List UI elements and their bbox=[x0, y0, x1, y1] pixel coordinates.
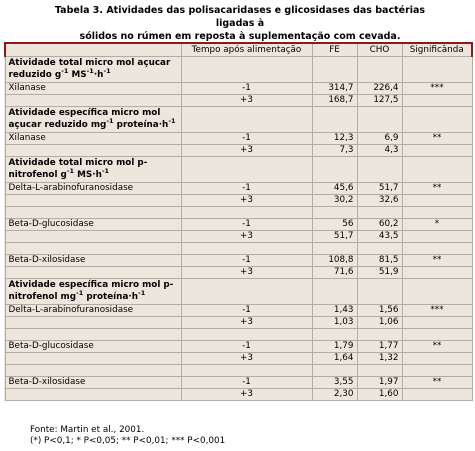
enzyme-name: Delta-L-arabinofuranosidase bbox=[5, 305, 181, 317]
fe-value: 1,64 bbox=[312, 353, 357, 365]
table-row bbox=[5, 389, 472, 401]
table-row bbox=[5, 83, 472, 95]
section-title-sup: -1 bbox=[101, 166, 110, 175]
time-value: -1 bbox=[181, 305, 312, 317]
section-title-sup: -1 bbox=[61, 66, 69, 75]
cho-value: 1,06 bbox=[357, 317, 402, 329]
empty-cell bbox=[357, 107, 402, 133]
empty-cell bbox=[5, 243, 181, 255]
empty-cell bbox=[181, 207, 312, 219]
empty-cell bbox=[357, 365, 402, 377]
section-title bbox=[5, 107, 181, 133]
fe-value: 56 bbox=[312, 219, 357, 231]
section-title bbox=[5, 157, 181, 183]
empty-cell bbox=[312, 243, 357, 255]
significance-value bbox=[402, 95, 472, 107]
empty-cell bbox=[402, 279, 472, 305]
header-row bbox=[5, 43, 472, 57]
empty-cell bbox=[181, 279, 312, 305]
empty-cell bbox=[402, 329, 472, 341]
spacer-row bbox=[5, 243, 472, 255]
cho-value: 4,3 bbox=[357, 145, 402, 157]
empty-cell bbox=[357, 243, 402, 255]
empty-cell bbox=[357, 279, 402, 305]
empty-cell bbox=[312, 207, 357, 219]
header-cell-fe: FE bbox=[312, 43, 357, 57]
cho-value: 1,97 bbox=[357, 377, 402, 389]
significance-value bbox=[402, 389, 472, 401]
time-value: +3 bbox=[181, 145, 312, 157]
enzyme-name: Beta-D-xilosidase bbox=[5, 377, 181, 389]
section-header-row bbox=[5, 279, 472, 305]
fe-value: 1,79 bbox=[312, 341, 357, 353]
header-cell-time: Tempo após alimentação bbox=[181, 43, 312, 57]
time-value: -1 bbox=[181, 341, 312, 353]
fe-value: 314,7 bbox=[312, 83, 357, 95]
caption-line-2: sólidos no rúmen em reposta à suplementação com cevada. bbox=[79, 31, 401, 42]
table-row bbox=[5, 183, 472, 195]
empty-cell bbox=[312, 157, 357, 183]
section-title-text: ·h bbox=[128, 291, 138, 302]
cho-value: 43,5 bbox=[357, 231, 402, 243]
time-value: +3 bbox=[181, 389, 312, 401]
time-value: -1 bbox=[181, 183, 312, 195]
table-row bbox=[5, 353, 472, 365]
time-value: +3 bbox=[181, 353, 312, 365]
significance-value: * bbox=[402, 219, 472, 231]
enzyme-name bbox=[5, 353, 181, 365]
table-row bbox=[5, 341, 472, 353]
empty-cell bbox=[5, 365, 181, 377]
table-row bbox=[5, 377, 472, 389]
fe-value: 2,30 bbox=[312, 389, 357, 401]
empty-cell bbox=[312, 57, 357, 83]
time-value: -1 bbox=[181, 83, 312, 95]
table-row bbox=[5, 231, 472, 243]
significance-value bbox=[402, 195, 472, 207]
cho-value: 1,60 bbox=[357, 389, 402, 401]
time-value: +3 bbox=[181, 195, 312, 207]
empty-cell bbox=[312, 107, 357, 133]
section-title-text: Atividade total micro mol p-nitrofenol g bbox=[8, 158, 148, 180]
table-row bbox=[5, 267, 472, 279]
empty-cell bbox=[312, 365, 357, 377]
enzyme-name: Xilanase bbox=[5, 133, 181, 145]
section-header-row bbox=[5, 57, 472, 83]
fe-value: 168,7 bbox=[312, 95, 357, 107]
table-row bbox=[5, 145, 472, 157]
empty-cell bbox=[181, 107, 312, 133]
section-title-text: ·h bbox=[92, 169, 102, 180]
cho-value: 226,4 bbox=[357, 83, 402, 95]
fe-value: 45,6 bbox=[312, 183, 357, 195]
fe-value: 12,3 bbox=[312, 133, 357, 145]
significance-value bbox=[402, 267, 472, 279]
section-title-text: Atividade específica micro mol açucar reduzido mg bbox=[8, 108, 161, 130]
empty-cell bbox=[402, 107, 472, 133]
empty-cell bbox=[181, 329, 312, 341]
enzyme-name: Beta-D-glucosidase bbox=[5, 219, 181, 231]
fe-value: 30,2 bbox=[312, 195, 357, 207]
footer-legend: (*) P<0,1; * P<0,05; ** P<0,01; *** P<0,001 bbox=[30, 436, 226, 446]
fe-value: 51,7 bbox=[312, 231, 357, 243]
significance-value bbox=[402, 353, 472, 365]
section-title-text: MS bbox=[74, 169, 93, 180]
empty-cell bbox=[402, 57, 472, 83]
significance-value: ** bbox=[402, 341, 472, 353]
significance-value: ** bbox=[402, 183, 472, 195]
empty-cell bbox=[357, 207, 402, 219]
enzyme-name bbox=[5, 145, 181, 157]
significance-value: *** bbox=[402, 83, 472, 95]
header-cell-significance: Significânda bbox=[402, 43, 472, 57]
empty-cell bbox=[402, 157, 472, 183]
fe-value: 1,43 bbox=[312, 305, 357, 317]
time-value: -1 bbox=[181, 219, 312, 231]
fe-value: 1,03 bbox=[312, 317, 357, 329]
enzyme-name bbox=[5, 267, 181, 279]
cho-value: 60,2 bbox=[357, 219, 402, 231]
section-title-sup: -1 bbox=[76, 288, 84, 297]
section-title-text: MS bbox=[68, 69, 87, 80]
empty-cell bbox=[402, 243, 472, 255]
cho-value: 1,32 bbox=[357, 353, 402, 365]
significance-value: ** bbox=[402, 133, 472, 145]
section-title-text: Atividade específica micro mol p-nitrofenol mg bbox=[8, 280, 174, 302]
section-title bbox=[5, 279, 181, 305]
cho-value: 81,5 bbox=[357, 255, 402, 267]
time-value: +3 bbox=[181, 95, 312, 107]
enzyme-name bbox=[5, 389, 181, 401]
cho-value: 1,56 bbox=[357, 305, 402, 317]
empty-cell bbox=[402, 207, 472, 219]
table-row bbox=[5, 219, 472, 231]
fe-value: 3,55 bbox=[312, 377, 357, 389]
enzyme-name: Delta-L-arabinofuranosidase bbox=[5, 183, 181, 195]
cho-value: 51,7 bbox=[357, 183, 402, 195]
cho-value: 51,9 bbox=[357, 267, 402, 279]
section-title-text: ·h bbox=[158, 119, 169, 130]
footer-source: Fonte: Martin et al., 2001. bbox=[30, 425, 145, 435]
cho-value: 1,77 bbox=[357, 341, 402, 353]
significance-value: ** bbox=[402, 377, 472, 389]
empty-cell bbox=[5, 329, 181, 341]
table-row bbox=[5, 305, 472, 317]
section-header-row bbox=[5, 157, 472, 183]
empty-cell bbox=[312, 279, 357, 305]
fe-value: 71,6 bbox=[312, 267, 357, 279]
caption-line-1: Tabela 3. Atividades das polisacaridases e glicosidases das bactérias ligadas à bbox=[54, 5, 426, 29]
section-title bbox=[5, 57, 181, 83]
time-value: -1 bbox=[181, 255, 312, 267]
cho-value: 32,6 bbox=[357, 195, 402, 207]
time-value: -1 bbox=[181, 377, 312, 389]
table-caption bbox=[40, 4, 440, 43]
enzyme-name: Xilanase bbox=[5, 83, 181, 95]
significance-value bbox=[402, 231, 472, 243]
time-value: -1 bbox=[181, 133, 312, 145]
empty-cell bbox=[5, 207, 181, 219]
empty-cell bbox=[357, 157, 402, 183]
cho-value: 6,9 bbox=[357, 133, 402, 145]
significance-value bbox=[402, 145, 472, 157]
cho-value: 127,5 bbox=[357, 95, 402, 107]
significance-value bbox=[402, 317, 472, 329]
empty-cell bbox=[181, 57, 312, 83]
header-cell-cho: CHO bbox=[357, 43, 402, 57]
table-row bbox=[5, 195, 472, 207]
empty-cell bbox=[181, 243, 312, 255]
section-title-sup: -1 bbox=[66, 166, 75, 175]
time-value: +3 bbox=[181, 317, 312, 329]
fe-value: 7,3 bbox=[312, 145, 357, 157]
section-title-sup: -1 bbox=[168, 116, 176, 125]
table-row bbox=[5, 133, 472, 145]
empty-cell bbox=[181, 365, 312, 377]
table-row bbox=[5, 255, 472, 267]
empty-cell bbox=[357, 57, 402, 83]
header-cell-name bbox=[5, 43, 181, 57]
data-table bbox=[4, 42, 473, 401]
empty-cell bbox=[312, 329, 357, 341]
section-title-text: proteína bbox=[83, 291, 129, 302]
section-title-text: ·h bbox=[93, 69, 104, 80]
enzyme-name: Beta-D-glucosidase bbox=[5, 341, 181, 353]
empty-cell bbox=[181, 157, 312, 183]
empty-cell bbox=[357, 329, 402, 341]
enzyme-name bbox=[5, 95, 181, 107]
spacer-row bbox=[5, 329, 472, 341]
enzyme-name: Beta-D-xilosidase bbox=[5, 255, 181, 267]
spacer-row bbox=[5, 207, 472, 219]
table-row bbox=[5, 95, 472, 107]
table-footer bbox=[30, 425, 225, 447]
significance-value: *** bbox=[402, 305, 472, 317]
time-value: +3 bbox=[181, 231, 312, 243]
fe-value: 108,8 bbox=[312, 255, 357, 267]
section-title-sup: -1 bbox=[86, 66, 94, 75]
section-title-text: Atividade total micro mol açucar reduzido g bbox=[8, 58, 171, 80]
enzyme-name bbox=[5, 231, 181, 243]
section-title-sup: -1 bbox=[138, 288, 146, 297]
significance-value: ** bbox=[402, 255, 472, 267]
enzyme-name bbox=[5, 317, 181, 329]
time-value: +3 bbox=[181, 267, 312, 279]
section-title-sup: -1 bbox=[103, 66, 111, 75]
section-header-row bbox=[5, 107, 472, 133]
spacer-row bbox=[5, 365, 472, 377]
table-row bbox=[5, 317, 472, 329]
section-title-text: proteína bbox=[113, 119, 159, 130]
empty-cell bbox=[402, 365, 472, 377]
section-title-sup: -1 bbox=[106, 116, 114, 125]
enzyme-name bbox=[5, 195, 181, 207]
